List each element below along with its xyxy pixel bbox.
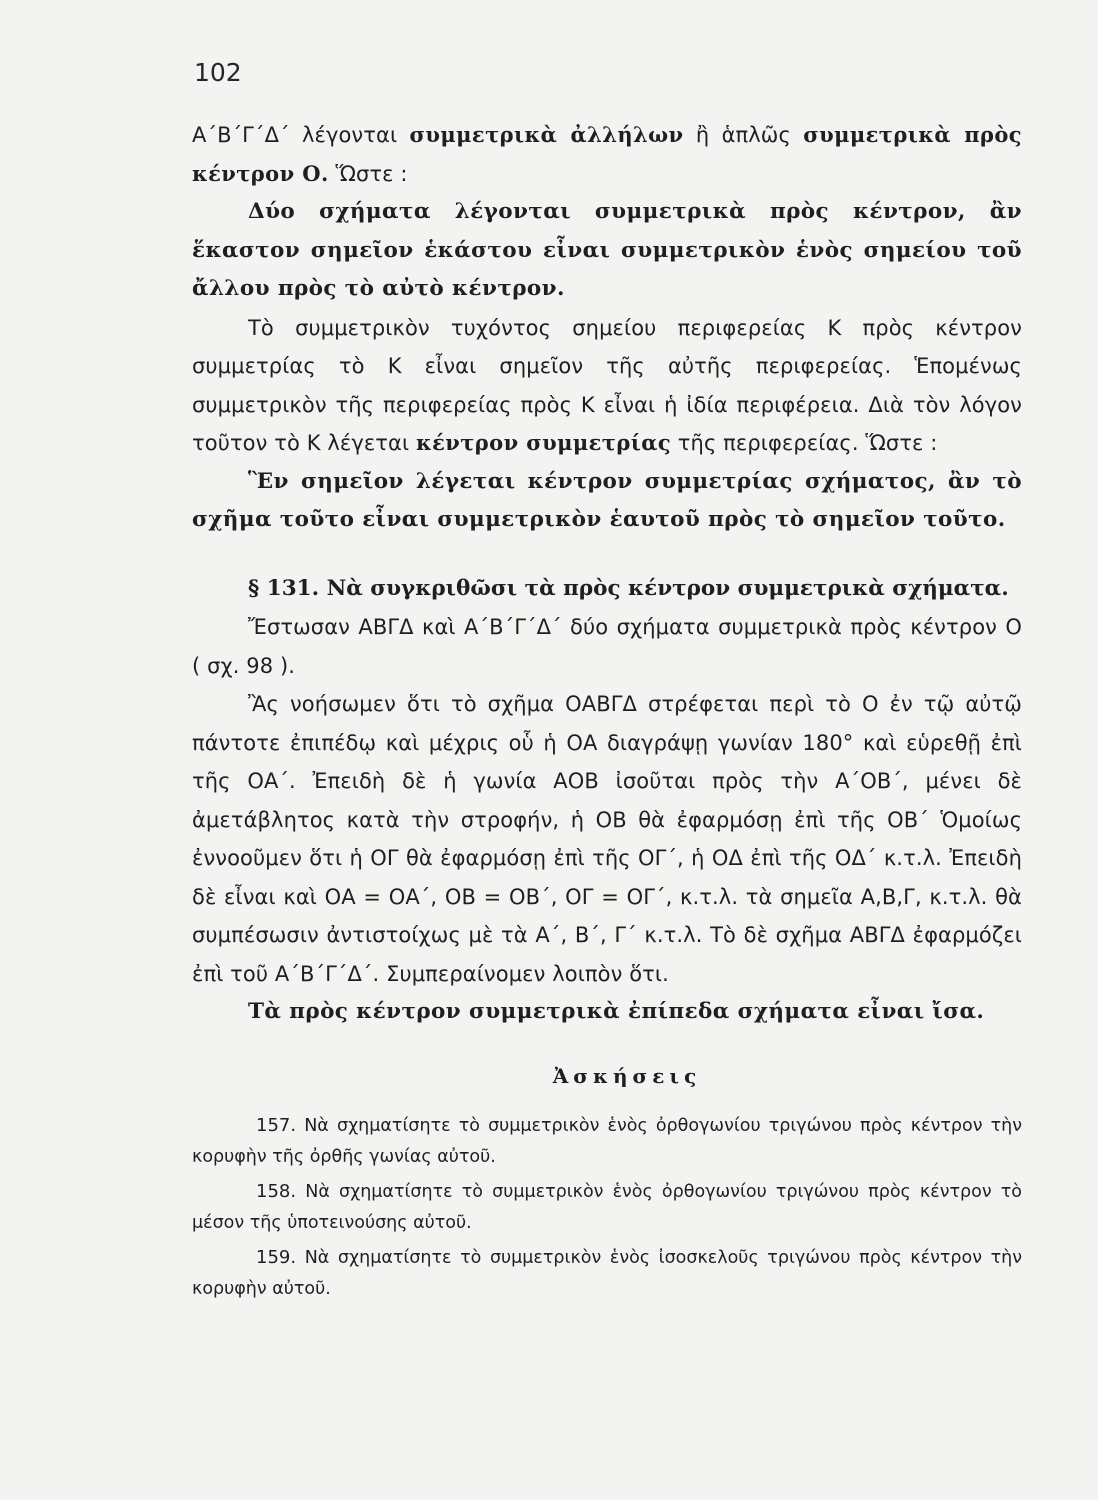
section-number: § 131. — [248, 575, 320, 601]
page-content — [192, 116, 1022, 1308]
conclusion-statement: Τὰ πρὸς κέντρον συμμετρικὰ ἐπίπεδα σχήματα εἶναι ἴσα. — [248, 999, 985, 1024]
intro-bold-term-2: συμμετρικὰ πρὸς κέντρον Ο. — [192, 122, 1022, 186]
exercise-item — [192, 1242, 1022, 1305]
intro-bold-term-1: συμμετρικὰ ἀλλήλων — [409, 122, 684, 147]
exercise-number: 159. — [256, 1246, 297, 1268]
exercise-number: 158. — [256, 1180, 297, 1202]
section-heading — [192, 570, 1022, 609]
section-title: Νὰ συγκριθῶσι τὰ πρὸς κέντρον συμμετρικὰ σχήματα. — [326, 575, 1009, 601]
circle-tail: τῆς περιφερείας. Ὥστε : — [677, 431, 938, 455]
exercise-text: Νὰ σχηματίσητε τὸ συμμετρικὸν ἑνὸς ὀρθογωνίου τριγώνου πρὸς κέντρον τὸ μέσον τῆς ὑποτεινούσης αὐτοῦ. — [192, 1181, 1022, 1233]
page-number: 102 — [194, 58, 242, 87]
exercises-list — [192, 1110, 1022, 1305]
circle-bold-term: κέντρον συμμετρίας — [415, 430, 672, 455]
section-paragraph-1: Ἔστωσαν ΑΒΓΔ καὶ Α΄Β΄Γ΄Δ΄ δύο σχήματα συμμετρικὰ πρὸς κέντρον Ο ( σχ. 98 ). — [192, 615, 1022, 678]
definition-symmetric-figures: Δύο σχήματα λέγονται συμμετρικὰ πρὸς κέντρον, ἂν ἕκαστον σημεῖον ἑκάστου εἶναι συμμετρικὸν ἑνὸς σημείου τοῦ ἄλλου πρὸς τὸ αὐτὸ κέντρον. — [192, 199, 1022, 301]
definition-center-of-symmetry: Ἓν σημεῖον λέγεται κέντρον συμμετρίας σχήματος, ἂν τὸ σχῆμα τοῦτο εἶναι συμμετρικὸν ἑαυτοῦ πρὸς τὸ σημεῖον τοῦτο. — [192, 468, 1022, 532]
section-paragraph-2: Ἂς νοήσωμεν ὅτι τὸ σχῆμα ΟΑΒΓΔ στρέφεται περὶ τὸ Ο ἐν τῷ αὐτῷ πάντοτε ἐπιπέδῳ καὶ μέχρις οὗ ἡ ΟΑ διαγράψῃ γωνίαν 180° καὶ εὑρεθῇ ἐπὶ τῆς ΟΑ΄. Ἐπειδὴ δὲ ἡ γωνία ΑΟΒ ἰσοῦται πρὸς τὴν Α΄ΟΒ΄, μένει δὲ ἀμετάβλητος κατὰ τὴν στροφήν, ἡ ΟΒ θὰ ἐφαρμόσῃ ἐπὶ τῆς ΟΒ΄ Ὁμοίως ἐννοοῦμεν ὅτι ἡ ΟΓ θὰ ἐφαρμόσῃ ἐπὶ τῆς ΟΓ΄, ἡ ΟΔ ἐπὶ τῆς ΟΔ΄ κ.τ.λ. Ἐπειδὴ δὲ εἶναι καὶ ΟΑ = ΟΑ΄, ΟΒ = ΟΒ΄, ΟΓ = ΟΓ΄, κ.τ.λ. τὰ σημεῖα Α,Β,Γ, κ.τ.λ. θὰ συμπέσωσιν ἀντιστοίχως μὲ τὰ Α΄, Β΄, Γ΄ κ.τ.λ. Τὸ δὲ σχῆμα ΑΒΓΔ ἐφαρμόζει ἐπὶ τοῦ Α΄Β΄Γ΄Δ΄. Συμπεραίνομεν λοιπὸν ὅτι. — [192, 692, 1022, 986]
exercise-text: Νὰ σχηματίσητε τὸ συμμετρικὸν ἑνὸς ὀρθογωνίου τριγώνου πρὸς κέντρον τὴν κορυφὴν τῆς ὀρθῆς γωνίας αὐτοῦ. — [192, 1115, 1022, 1167]
exercise-number: 157. — [256, 1114, 297, 1136]
intro-lead: Α΄Β΄Γ΄Δ΄ λέγονται — [192, 123, 398, 147]
exercise-item — [192, 1176, 1022, 1239]
intro-paragraph — [192, 116, 1022, 193]
intro-mid: ἢ ἁπλῶς — [695, 123, 791, 147]
exercise-text: Νὰ σχηματίσητε τὸ συμμετρικὸν ἑνὸς ἰσοσκελοῦς τριγώνου πρὸς κέντρον τὴν κορυφὴν αὐτοῦ. — [192, 1247, 1022, 1299]
exercise-item — [192, 1110, 1022, 1173]
circle-text: Τὸ συμμετρικὸν τυχόντος σημείου περιφερείας Κ πρὸς κέντρον συμμετρίας τὸ Κ εἶναι σημεῖον τῆς αὐτῆς περιφερείας. Ἑπομένως συμμετρικὸν τῆς περιφερείας πρὸς Κ εἶναι ἡ ἰδία περιφέρεια. Διὰ τὸν λόγον τοῦτον τὸ Κ λέγεται — [192, 315, 1022, 455]
exercises-heading: Ἀσκήσεις — [552, 1063, 702, 1088]
circle-paragraph — [192, 309, 1022, 463]
intro-tail: Ὥστε : — [335, 161, 408, 186]
